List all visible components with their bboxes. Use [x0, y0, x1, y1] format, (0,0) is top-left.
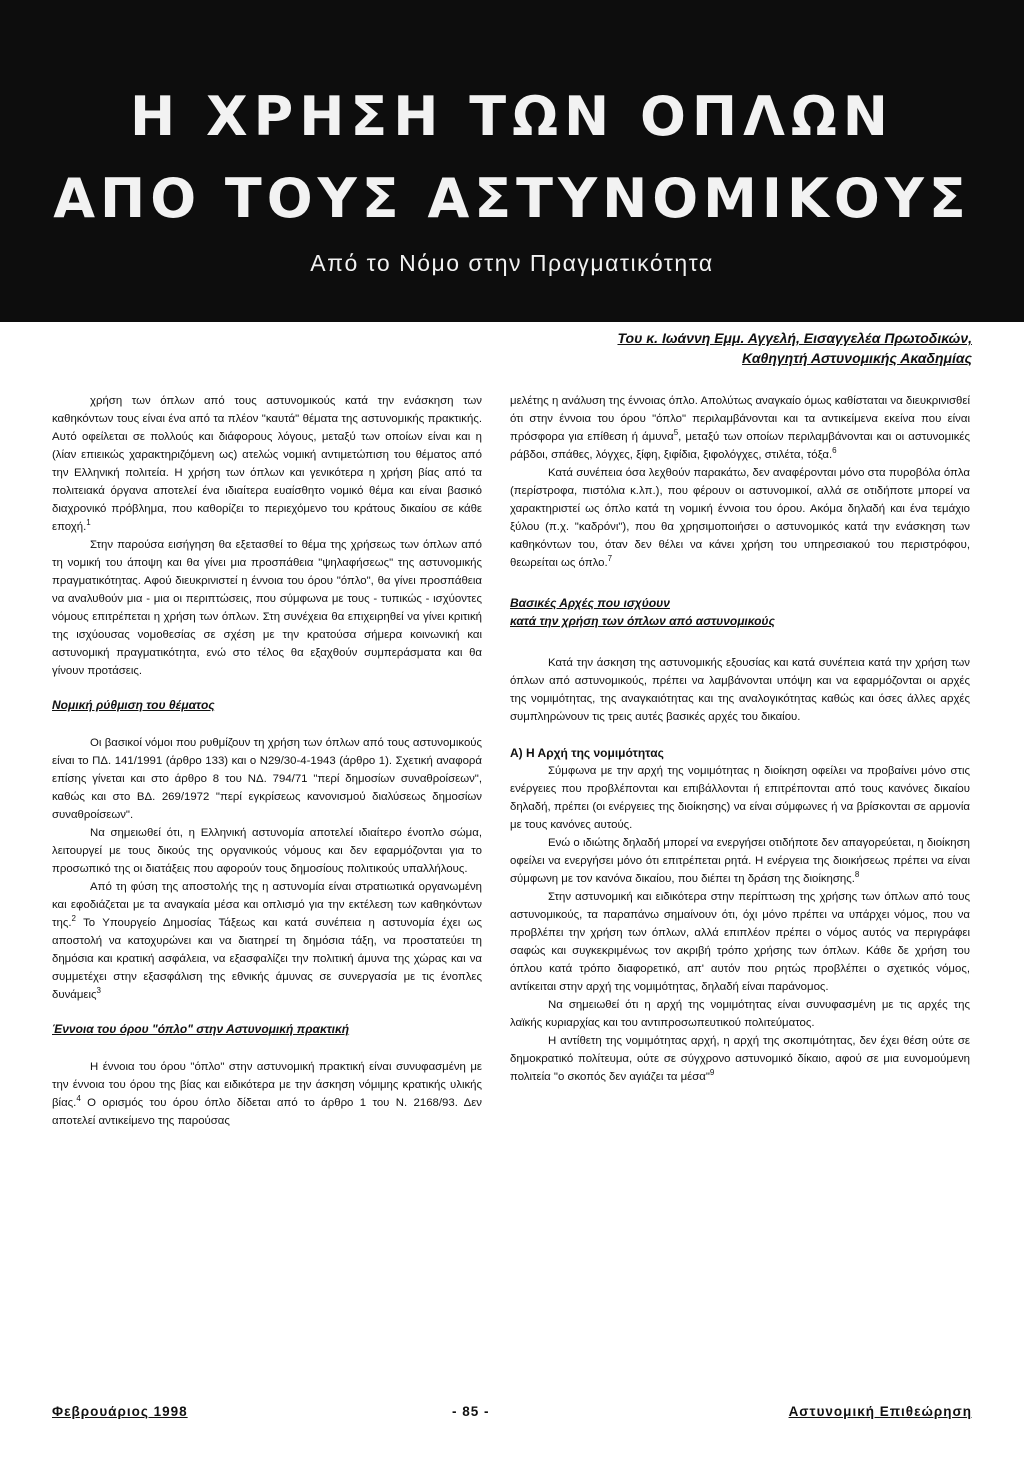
- author-byline: [618, 328, 973, 368]
- footnote-ref: 3: [96, 986, 101, 996]
- author-name: Του κ. Ιωάννη Εμμ. Αγγελή, Εισαγγελέα Πρωτοδικών,: [617, 330, 972, 346]
- footnote-ref: 2: [71, 914, 76, 924]
- footnote-ref: 1: [86, 518, 91, 528]
- footnote-ref: 5: [673, 428, 679, 438]
- footer-date: Φεβρουάριος 1998: [52, 1404, 188, 1419]
- title-banner: [0, 0, 1024, 322]
- title-line-1: Η ΧΡΗΣΗ ΤΩΝ ΟΠΛΩΝ: [129, 85, 894, 148]
- footnote-ref: 6: [832, 446, 837, 456]
- left-column: [52, 392, 482, 1130]
- section-heading-legal: Νομική ρύθμιση του θέματος: [52, 698, 215, 712]
- publication-name: Αστυνομική Επιθεώρηση: [788, 1404, 972, 1419]
- paragraph: Να σημειωθεί ότι, η Ελληνική αστυνομία αποτελεί ιδιαίτερο ένοπλο σώμα, λειτουργεί με τους δικούς της οργανικούς νόμους και δεν εφαρμόζονται για το προσωπικό της οι διατάξεις που αφορούν τους δημοσίους πολιτικούς υπαλλήλους.: [52, 827, 482, 875]
- paragraph: Οι βασικοί νόμοι που ρυθμίζουν τη χρήση των όπλων από τους αστυνομικούς είναι το ΠΔ. 141/1991 (άρθρο 133) και ο Ν29/30-4-1943 (άρθρο 1). Σχετική αναφορά επίσης γίνεται και στο άρθρο 8 του ΝΔ. 794/71 "περί δημοσίων συναθροίσεων", καθώς και στο ΒΔ. 269/1972 "περί εγκρίσεως κανονισμού διαλύσεως δημοσίων συναθροίσεων".: [52, 737, 482, 821]
- section-heading-basic-principles: Βασικές Αρχές που ισχύουν κατά την χρήση των όπλων από αστυνομικούς: [510, 596, 775, 628]
- subsection-heading-legality: Α) Η Αρχή της νομιμότητας: [510, 746, 664, 760]
- right-column: [510, 392, 970, 1086]
- footnote-ref: 4: [76, 1094, 81, 1104]
- author-title: Καθηγητή Αστυνομικής Ακαδημίας: [742, 350, 972, 366]
- paragraph: Κατά την άσκηση της αστυνομικής εξουσίας και κατά συνέπεια κατά την χρήση των όπλων από αστυνομικούς, πρέπει να λαμβάνονται υπόψη και να εφαρμόζονται οι αρχές της νομιμότητας, της αναγκαιότητας και της αναλογικότητας καθώς και όσες άλλες αρχές συμπληρώνουν τις τρεις αυτές βασικές αρχές του δικαίου.: [510, 657, 970, 723]
- paragraph: χρήση των όπλων από τους αστυνομικούς κατά την ενάσκηση των καθηκόντων τους είναι ένα από τα πλέον "καυτά" θέματα της αστυνομικής πρακτικής. Αυτό οφείλεται σε πολλούς και διάφορους λόγους, μεταξύ των οποίων είναι και η (λίαν επιεικώς χαρακτηριζόμενη ως) ατελώς νομική αντιμετώπιση του θέματος από την Ελληνική πολιτεία. Η χρήση των όπλων και γενικότερα η χρήση βίας από τα πολιτειακά όργανα αποτελεί ένα ιδιαίτερα ευαίσθητο νομικό θέμα και είναι βασικό διαχρονικό πρόβλημα, που καθορίζει το περιεχόμενο του κράτους δικαίου σε κάθε εποχή.$^1$: [52, 395, 482, 533]
- paragraph: Στην παρούσα εισήγηση θα εξετασθεί το θέμα της χρήσεως των όπλων από τη νομική του άποψη και θα γίνει μια προσπάθεια "ψηλαφήσεως" της αστυνομικής πραγματικότητας. Αφού διευκρινιστεί η έννοια του όρου "όπλο", θα γίνει προσπάθεια να αναλυθούν μια - μια οι περιπτώσεις, που σύμφωνα με τους - τυπικώς - ισχύοντες νόμους επιτρέπεται η χρήση των όπλων. Στη συνέχεια θα επιχειρηθεί να γίνει κριτική της ισχύουσας νομοθεσίας σε σχέση με την κρατούσα σήμερα κοινωνική και αστυνομική πραγματικότητα, ενώ στο τέλος θα εξαχθούν συμπεράσματα και θα γίνουν προτάσεις.: [52, 539, 482, 677]
- paragraph: Η αντίθετη της νομιμότητας αρχή, η αρχή της σκοπιμότητας, δεν έχει θέση ούτε σε δημοκρατικό πολίτευμα, ούτε σε σύγχρονο αστυνομικό δίκαιο, αφού σε μια ευνομούμενη πολιτεία "ο σκοπός δεν αγιάζει τα μέσα"$^9$: [510, 1035, 970, 1083]
- paragraph: Από τη φύση της αποστολής της η αστυνομία είναι στρατιωτικά οργανωμένη και εφοδιάζεται με τα αναγκαία μέσα και οπλισμό για την εκτέλεση των καθηκόντων της.$^2$ Το Υπουργείο Δημοσίας Τάξεως και κατά συνέπεια η αστυνομία έχει ως αποστολή να κατοχυρώνει και να διατηρεί τη δημόσια τάξη, να προστατεύει τη δημόσια και κρατική ασφάλεια, να εξασφαλίζει την πολιτική άμυνα της χώρας και να συμμετέχει στην εξασφάλιση της εθνικής άμυνας σε συνεργασία με τις ένοπλες δυνάμεις$^3$: [52, 881, 482, 1001]
- paragraph: Στην αστυνομική και ειδικότερα στην περίπτωση της χρήσης των όπλων από τους αστυνομικούς, τα παραπάνω σημαίνουν ότι, όχι μόνο πρέπει να υπάρχει νόμος, που να προβλέπει την χρήση των όπλων, αλλά επιπλέον πρέπει ο νόμος αυτός να περιγράφει σαφώς και συγκεκριμένως τον ακριβή τρόπο χρήσης των όπλων. Κάθε δε χρήση του όπλου κατά τρόπο διαφορετικό, απ' αυτόν που ρητώς προβλέπει ο σχετικός νόμος, αντίκειται στην αρχή της νομιμότητας, δηλαδή είναι παράνομος.: [510, 891, 970, 993]
- footnote-ref: 7: [607, 554, 613, 564]
- paragraph: Να σημειωθεί ότι η αρχή της νομιμότητας είναι συνυφασμένη με τις αρχές της λαϊκής κυριαρχίας και του αντιπροσωπευτικού πολιτεύματος.: [510, 999, 970, 1029]
- section-heading-weapon-concept: Έννοια του όρου "όπλο" στην Αστυνομική πρακτική: [52, 1022, 350, 1036]
- paragraph: Κατά συνέπεια όσα λεχθούν παρακάτω, δεν αναφέρονται μόνο στα πυροβόλα όπλα (περίστροφα, πιστόλια κ.λπ.), που φέρουν οι αστυνομικοί, αλλά σε οτιδήποτε μπορεί να χαρακτηριστεί ως όπλο κατά τη νομική έννοια του όρου. Ακόμα δηλαδή και ένα τεμάχιο ξύλου (π.χ. "καδρόνι"), που θα χρησιμοποιήσει ο αστυνομικός κατά την ενάσκηση των καθηκόντων του, όταν δεν θέλει να κάνει χρήση του υπηρεσιακού του περιστρόφου, θεωρείται ως όπλο.$^7$: [510, 467, 970, 569]
- paragraph: Η έννοια του όρου "όπλο" στην αστυνομική πρακτική είναι συνυφασμένη με την έννοια του όρου της βίας και ειδικότερα με την άσκηση νόμιμης κρατικής υλικής βίας.$^4$ Ο ορισμός του όρου όπλο δίδεται από το άρθρο 1 του Ν. 2168/93. Δεν αποτελεί αντικείμενο της παρούσας: [52, 1061, 482, 1127]
- paragraph: μελέτης η ανάλυση της έννοιας όπλο. Απολύτως αναγκαίο όμως καθίσταται να διευκρινισθεί ότι στην έννοια του όρου "όπλο" περιλαμβάνονται και τα αντικείμενα εκείνα που είναι πρόσφορα για επίθεση ή άμυνα$^5$, μεταξύ των οποίων περιλαμβάνονται και οι αστυνομικές ράβδοι, σπάθες, λόγχες, ξίφη, ξιφίδια, ξιφολόγχες, στιλέτα, τόξα.$^6$: [510, 395, 970, 461]
- title-line-2: ΑΠΟ ΤΟΥΣ ΑΣΤΥΝΟΜΙΚΟΥΣ: [53, 167, 971, 230]
- footnote-ref: 8: [854, 870, 860, 880]
- subtitle: Από το Νόμο στην Πραγματικότητα: [310, 250, 714, 276]
- page-number: - 85 -: [452, 1404, 490, 1419]
- paragraph: Ενώ ο ιδιώτης δηλαδή μπορεί να ενεργήσει οτιδήποτε δεν απαγορεύεται, η διοίκηση οφείλει να ενεργήσει μόνο ότι επιτρέπεται ρητά. Η ενέργεια της διοικήσεως πρέπει να είναι σύμφωνη με τον κανόνα δικαίου, που διέπει τη δράση της διοίκησης.$^8$: [510, 837, 970, 885]
- paragraph: Σύμφωνα με την αρχή της νομιμότητας η διοίκηση οφείλει να προβαίνει μόνο στις ενέργειες που προβλέπονται και επιβάλλονται ή επιτρέπονται από τους κανόνες δικαίου δηλαδή, πρέπει (οι ενέργειες της διοίκησης) να είναι σύμφωνες ή να βρίσκονται σε αρμονία με τους κανόνες αυτούς.: [510, 765, 970, 831]
- footnote-ref: 9: [709, 1068, 715, 1078]
